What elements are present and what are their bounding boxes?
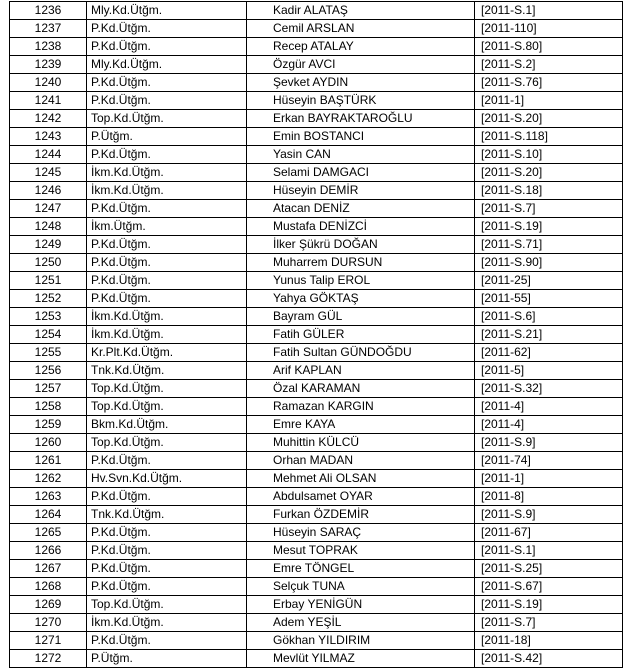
- rank-cell: P.Kd.Ütğm.: [87, 38, 247, 56]
- row-number-cell: 1247: [10, 200, 87, 218]
- table-row: [10, 146, 623, 164]
- rank-cell: Top.Kd.Ütğm.: [87, 434, 247, 452]
- reference-code-cell: [2011-1]: [475, 470, 623, 488]
- person-name-cell: İlker Şükrü DOĞAN: [247, 236, 475, 254]
- table-body: [10, 2, 623, 668]
- table-row: [10, 110, 623, 128]
- row-number-cell: 1265: [10, 524, 87, 542]
- person-name-cell: Bayram GÜL: [247, 308, 475, 326]
- table-row: [10, 56, 623, 74]
- table-row: [10, 434, 623, 452]
- reference-code-cell: [2011-4]: [475, 398, 623, 416]
- reference-code-cell: [2011-S.21]: [475, 326, 623, 344]
- personnel-list-table: [9, 1, 623, 668]
- rank-cell: P.Kd.Ütğm.: [87, 74, 247, 92]
- person-name-cell: Mesut TOPRAK: [247, 542, 475, 560]
- row-number-cell: 1251: [10, 272, 87, 290]
- row-number-cell: 1240: [10, 74, 87, 92]
- row-number-cell: 1262: [10, 470, 87, 488]
- table-row: [10, 290, 623, 308]
- reference-code-cell: [2011-55]: [475, 290, 623, 308]
- rank-cell: P.Kd.Ütğm.: [87, 452, 247, 470]
- table-row: [10, 596, 623, 614]
- reference-code-cell: [2011-S.9]: [475, 434, 623, 452]
- rank-cell: İkm.Kd.Ütğm.: [87, 164, 247, 182]
- rank-cell: Top.Kd.Ütğm.: [87, 398, 247, 416]
- table-row: [10, 452, 623, 470]
- rank-cell: Top.Kd.Ütğm.: [87, 596, 247, 614]
- person-name-cell: Atacan DENİZ: [247, 200, 475, 218]
- person-name-cell: Yunus Talip EROL: [247, 272, 475, 290]
- rank-cell: P.Kd.Ütğm.: [87, 254, 247, 272]
- reference-code-cell: [2011-110]: [475, 20, 623, 38]
- person-name-cell: Adem YEŞİL: [247, 614, 475, 632]
- table-row: [10, 326, 623, 344]
- rank-cell: P.Kd.Ütğm.: [87, 20, 247, 38]
- reference-code-cell: [2011-S.7]: [475, 614, 623, 632]
- rank-cell: P.Kd.Ütğm.: [87, 524, 247, 542]
- row-number-cell: 1267: [10, 560, 87, 578]
- reference-code-cell: [2011-S.20]: [475, 164, 623, 182]
- table-row: [10, 398, 623, 416]
- row-number-cell: 1260: [10, 434, 87, 452]
- reference-code-cell: [2011-S.18]: [475, 182, 623, 200]
- table-row: [10, 38, 623, 56]
- table-row: [10, 506, 623, 524]
- row-number-cell: 1255: [10, 344, 87, 362]
- row-number-cell: 1257: [10, 380, 87, 398]
- rank-cell: Kr.Plt.Kd.Ütğm.: [87, 344, 247, 362]
- reference-code-cell: [2011-S.67]: [475, 578, 623, 596]
- row-number-cell: 1256: [10, 362, 87, 380]
- reference-code-cell: [2011-4]: [475, 416, 623, 434]
- person-name-cell: Hüseyin SARAÇ: [247, 524, 475, 542]
- table-row: [10, 182, 623, 200]
- reference-code-cell: [2011-S.19]: [475, 218, 623, 236]
- table-row: [10, 218, 623, 236]
- person-name-cell: Ramazan KARGIN: [247, 398, 475, 416]
- table-row: [10, 254, 623, 272]
- person-name-cell: Kadir ALATAŞ: [247, 2, 475, 20]
- row-number-cell: 1252: [10, 290, 87, 308]
- reference-code-cell: [2011-25]: [475, 272, 623, 290]
- row-number-cell: 1259: [10, 416, 87, 434]
- reference-code-cell: [2011-8]: [475, 488, 623, 506]
- reference-code-cell: [2011-S.6]: [475, 308, 623, 326]
- table-row: [10, 308, 623, 326]
- rank-cell: P.Kd.Ütğm.: [87, 200, 247, 218]
- person-name-cell: Fatih GÜLER: [247, 326, 475, 344]
- row-number-cell: 1269: [10, 596, 87, 614]
- reference-code-cell: [2011-5]: [475, 362, 623, 380]
- person-name-cell: Emre TÖNGEL: [247, 560, 475, 578]
- table-row: [10, 614, 623, 632]
- rank-cell: P.Kd.Ütğm.: [87, 92, 247, 110]
- table-row: [10, 380, 623, 398]
- rank-cell: Mly.Kd.Ütğm.: [87, 2, 247, 20]
- table-row: [10, 20, 623, 38]
- person-name-cell: Hüseyin DEMİR: [247, 182, 475, 200]
- table-row: [10, 632, 623, 650]
- rank-cell: Hv.Svn.Kd.Ütğm.: [87, 470, 247, 488]
- person-name-cell: Cemil ARSLAN: [247, 20, 475, 38]
- rank-cell: Bkm.Kd.Ütğm.: [87, 416, 247, 434]
- table-row: [10, 416, 623, 434]
- person-name-cell: Özgür AVCI: [247, 56, 475, 74]
- rank-cell: P.Kd.Ütğm.: [87, 560, 247, 578]
- rank-cell: P.Kd.Ütğm.: [87, 272, 247, 290]
- rank-cell: P.Kd.Ütğm.: [87, 632, 247, 650]
- row-number-cell: 1268: [10, 578, 87, 596]
- row-number-cell: 1254: [10, 326, 87, 344]
- row-number-cell: 1253: [10, 308, 87, 326]
- row-number-cell: 1238: [10, 38, 87, 56]
- table-row: [10, 236, 623, 254]
- table-row: [10, 470, 623, 488]
- reference-code-cell: [2011-S.2]: [475, 56, 623, 74]
- person-name-cell: Selçuk TUNA: [247, 578, 475, 596]
- person-name-cell: Şevket AYDIN: [247, 74, 475, 92]
- rank-cell: İkm.Kd.Ütğm.: [87, 326, 247, 344]
- rank-cell: Tnk.Kd.Ütğm.: [87, 506, 247, 524]
- person-name-cell: Recep ATALAY: [247, 38, 475, 56]
- reference-code-cell: [2011-S.90]: [475, 254, 623, 272]
- reference-code-cell: [2011-18]: [475, 632, 623, 650]
- person-name-cell: Hüseyin BAŞTÜRK: [247, 92, 475, 110]
- reference-code-cell: [2011-62]: [475, 344, 623, 362]
- rank-cell: P.Kd.Ütğm.: [87, 146, 247, 164]
- row-number-cell: 1242: [10, 110, 87, 128]
- row-number-cell: 1270: [10, 614, 87, 632]
- person-name-cell: Abdulsamet OYAR: [247, 488, 475, 506]
- reference-code-cell: [2011-S.118]: [475, 128, 623, 146]
- row-number-cell: 1271: [10, 632, 87, 650]
- rank-cell: P.Kd.Ütğm.: [87, 542, 247, 560]
- reference-code-cell: [2011-S.80]: [475, 38, 623, 56]
- reference-code-cell: [2011-S.1]: [475, 2, 623, 20]
- person-name-cell: Furkan ÖZDEMİR: [247, 506, 475, 524]
- person-name-cell: Fatih Sultan GÜNDOĞDU: [247, 344, 475, 362]
- reference-code-cell: [2011-S.76]: [475, 74, 623, 92]
- reference-code-cell: [2011-74]: [475, 452, 623, 470]
- reference-code-cell: [2011-1]: [475, 92, 623, 110]
- person-name-cell: Mehmet Ali OLSAN: [247, 470, 475, 488]
- reference-code-cell: [2011-S.10]: [475, 146, 623, 164]
- row-number-cell: 1272: [10, 650, 87, 668]
- rank-cell: Top.Kd.Ütğm.: [87, 110, 247, 128]
- person-name-cell: Mevlüt YILMAZ: [247, 650, 475, 668]
- table-row: [10, 488, 623, 506]
- person-name-cell: Selami DAMGACI: [247, 164, 475, 182]
- rank-cell: P.Kd.Ütğm.: [87, 488, 247, 506]
- reference-code-cell: [2011-S.7]: [475, 200, 623, 218]
- table-row: [10, 272, 623, 290]
- row-number-cell: 1249: [10, 236, 87, 254]
- row-number-cell: 1244: [10, 146, 87, 164]
- person-name-cell: Muhittin KÜLCÜ: [247, 434, 475, 452]
- reference-code-cell: [2011-S.42]: [475, 650, 623, 668]
- reference-code-cell: [2011-67]: [475, 524, 623, 542]
- reference-code-cell: [2011-S.32]: [475, 380, 623, 398]
- person-name-cell: Yahya GÖKTAŞ: [247, 290, 475, 308]
- person-name-cell: Orhan MADAN: [247, 452, 475, 470]
- person-name-cell: Emre KAYA: [247, 416, 475, 434]
- table-row: [10, 128, 623, 146]
- rank-cell: P.Kd.Ütğm.: [87, 290, 247, 308]
- row-number-cell: 1250: [10, 254, 87, 272]
- rank-cell: Tnk.Kd.Ütğm.: [87, 362, 247, 380]
- rank-cell: Top.Kd.Ütğm.: [87, 380, 247, 398]
- row-number-cell: 1237: [10, 20, 87, 38]
- row-number-cell: 1241: [10, 92, 87, 110]
- table-row: [10, 344, 623, 362]
- reference-code-cell: [2011-S.1]: [475, 542, 623, 560]
- row-number-cell: 1263: [10, 488, 87, 506]
- rank-cell: İkm.Ütğm.: [87, 218, 247, 236]
- person-name-cell: Erbay YENİGÜN: [247, 596, 475, 614]
- table-row: [10, 560, 623, 578]
- table-row: [10, 578, 623, 596]
- row-number-cell: 1243: [10, 128, 87, 146]
- row-number-cell: 1236: [10, 2, 87, 20]
- table-row: [10, 362, 623, 380]
- reference-code-cell: [2011-S.71]: [475, 236, 623, 254]
- reference-code-cell: [2011-S.25]: [475, 560, 623, 578]
- rank-cell: P.Ütğm.: [87, 128, 247, 146]
- rank-cell: P.Kd.Ütğm.: [87, 236, 247, 254]
- person-name-cell: Gökhan YILDIRIM: [247, 632, 475, 650]
- person-name-cell: Erkan BAYRAKTAROĞLU: [247, 110, 475, 128]
- person-name-cell: Mustafa DENİZCİ: [247, 218, 475, 236]
- reference-code-cell: [2011-S.20]: [475, 110, 623, 128]
- rank-cell: P.Kd.Ütğm.: [87, 578, 247, 596]
- row-number-cell: 1245: [10, 164, 87, 182]
- table-row: [10, 650, 623, 668]
- table-row: [10, 200, 623, 218]
- row-number-cell: 1264: [10, 506, 87, 524]
- rank-cell: İkm.Kd.Ütğm.: [87, 182, 247, 200]
- table-row: [10, 2, 623, 20]
- rank-cell: Mly.Kd.Ütğm.: [87, 56, 247, 74]
- table-row: [10, 164, 623, 182]
- rank-cell: İkm.Kd.Ütğm.: [87, 308, 247, 326]
- rank-cell: P.Ütğm.: [87, 650, 247, 668]
- table-row: [10, 524, 623, 542]
- row-number-cell: 1266: [10, 542, 87, 560]
- row-number-cell: 1248: [10, 218, 87, 236]
- person-name-cell: Özal KARAMAN: [247, 380, 475, 398]
- person-name-cell: Muharrem DURSUN: [247, 254, 475, 272]
- row-number-cell: 1246: [10, 182, 87, 200]
- person-name-cell: Arif KAPLAN: [247, 362, 475, 380]
- table-row: [10, 92, 623, 110]
- row-number-cell: 1261: [10, 452, 87, 470]
- reference-code-cell: [2011-S.19]: [475, 596, 623, 614]
- person-name-cell: Emin BOSTANCI: [247, 128, 475, 146]
- table-row: [10, 74, 623, 92]
- reference-code-cell: [2011-S.9]: [475, 506, 623, 524]
- row-number-cell: 1258: [10, 398, 87, 416]
- person-name-cell: Yasin CAN: [247, 146, 475, 164]
- table-row: [10, 542, 623, 560]
- rank-cell: İkm.Kd.Ütğm.: [87, 614, 247, 632]
- row-number-cell: 1239: [10, 56, 87, 74]
